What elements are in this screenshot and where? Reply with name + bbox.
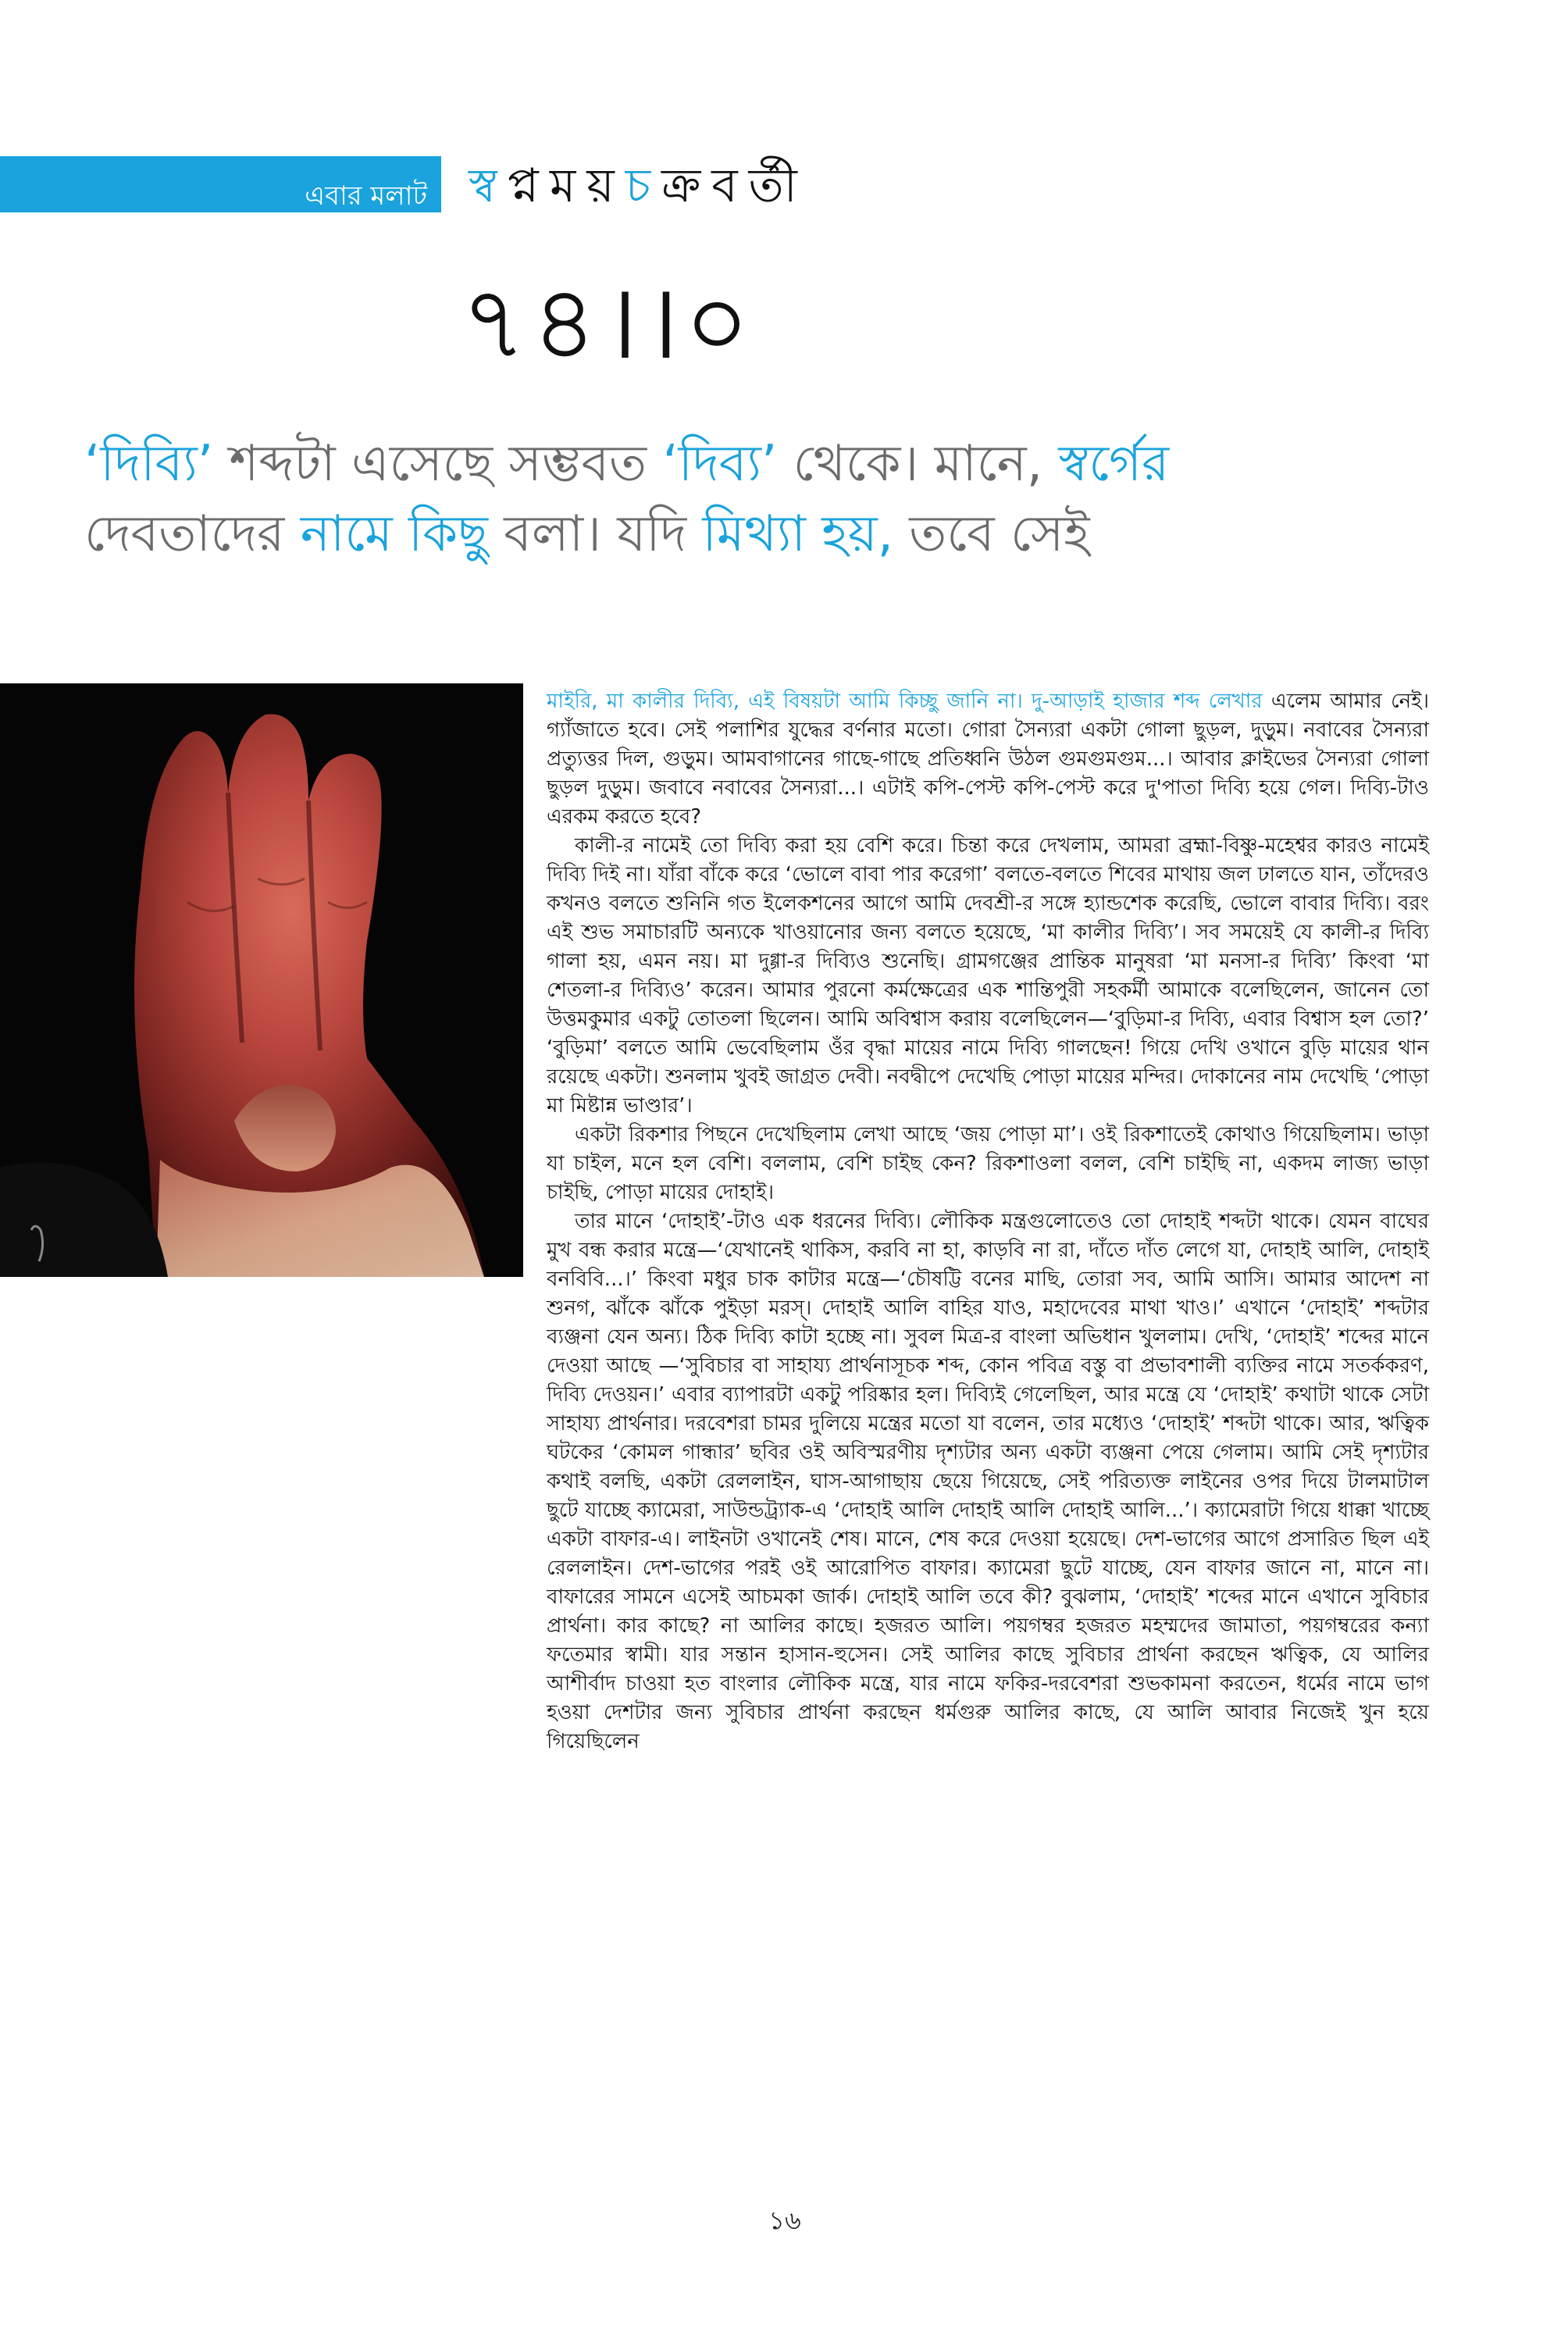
pull-quote-line: [84, 500, 1459, 570]
author-name-part: য়: [586, 159, 625, 213]
pull-quote-highlight: ‘দিব্যি’: [84, 435, 214, 493]
author-name-part: চ: [625, 159, 662, 213]
praying-hands-illustration: [0, 683, 523, 1277]
author-name-part: র্তী: [748, 159, 808, 213]
pull-quote-text: দেবতাদের: [84, 505, 301, 563]
pull-quote-highlight: মিথ্যা হয়,: [702, 505, 893, 563]
pull-quote-highlight: নামে কিছু: [300, 505, 488, 563]
paragraph-text: তার মানে ‘দোহাই’-টাও এক ধরনের দিব্যি। লৌকিক মন্ত্রগুলোতেও তো দোহাই শব্দটা থাকে। যেমন বাঘের মুখ বন্ধ করার মন্ত্রে—‘যেখানেই থাকিস, করবি না হা, কাড়বি না রা, দাঁতে দাঁত লেগে যা, দোহাই আলি, দোহাই বনবিবি...।’ কিংবা মধুর চাক কাটার মন্ত্রে—‘চৌষট্টি বনের মাছি, তোরা সব, আমি আসি। আমার আদেশ না শুনগ, ঝাঁকে ঝাঁকে পুইড়া মরস্। দোহাই আলি বাহির যাও, মহাদেবের মাথা খাও।’ এখানে ‘দোহাই’ শব্দটার ব্যঞ্জনা যেন অন্য। ঠিক দিব্যি কাটা হচ্ছে না। সুবল মিত্র-র বাংলা অভিধান খুললাম। দেখি, ‘দোহাই’ শব্দের মানে দেওয়া আছে —‘সুবিচার বা সাহায্য প্রার্থনাসূচক শব্দ, কোন পবিত্র বস্তু বা প্রভাবশালী ব্যক্তির নামে সতর্ককরণ, দিব্যি দেওয়ন।’ এবার ব্যাপারটা একটু পরিষ্কার হল। দিব্যিই গেলেছিল, আর মন্ত্রে যে ‘দোহাই’ কথাটা থাকে সেটা সাহায্য প্রার্থনার। দরবেশরা চামর দুলিয়ে মন্ত্রের মতো যা বলেন, তার মধ্যেও ‘দোহাই’ শব্দটা থাকে। আর, ঋত্বিক ঘটকের ‘কোমল গান্ধার’ ছবির ওই অবিস্মরণীয় দৃশ্যটার অন্য একটা ব্যঞ্জনা পেয়ে গেলাম। আমি সেই দৃশ্যটার কথাই বলছি, একটা রেললাইন, ঘাস-আগাছায় ছেয়ে গিয়েছে, সেই পরিত্যক্ত লাইনের ওপর দিয়ে টালমাটাল ছুটে যাচ্ছে ক্যামেরা, সাউন্ডট্র্যাক-এ ‘দোহাই আলি দোহাই আলি দোহাই আলি...’। ক্যামেরাটা গিয়ে ধাক্কা খাচ্ছে একটা বাফার-এ। লাইনটা ওখানেই শেষ। মানে, শেষ করে দেওয়া হয়েছে। দেশ-ভাগের আগে প্রসারিত ছিল এই রেললাইন। দেশ-ভাগের পরই ওই আরোপিত বাফার। ক্যামেরা ছুটে যাচ্ছে, যেন বাফার জানে না, মানে না। বাফারের সামনে এসেই আচমকা জার্ক। দোহাই আলি তবে কী? বুঝলাম, ‘দোহাই’ শব্দের মানে এখানে সুবিচার প্রার্থনা। কার কাছে? না আলির কাছে। হজরত আলি। পয়গম্বর হজরত মহম্মদের জামাতা, পয়গম্বরের কন্যা ফতেমার স্বামী। যার সন্তান হাসান-হুসেন। সেই আলির কাছে সুবিচার প্রার্থনা করছেন ঋত্বিক, যে আলির আশীর্বাদ চাওয়া হত বাংলার লৌকিক মন্ত্রে, যার নামে ফকির-দরবেশরা শুভকামনা করতেন, ধর্মের নামে ভাগ হওয়া দেশটার জন্য সুবিচার প্রার্থনা করছেন ধর্মগুরু আলির কাছে, যে আলি আবার নিজেই খুন হয়ে গিয়েছিলেন: [547, 1210, 1429, 1753]
paragraph-text: একটা রিকশার পিছনে দেখেছিলাম লেখা আছে ‘জয় পোড়া মা’। ওই রিকশাতেই কোথাও গিয়েছিলাম। ভাড়া যা চাইল, মনে হল বেশি। বললাম, বেশি চাইছ কেন? রিকশাওলা বলল, বেশি চাইছি না, একদম লাজ্য ভাড়া চাইছি, পোড়া মায়ের দোহাই।: [547, 1123, 1429, 1204]
author-name-part: ম: [550, 159, 587, 213]
author-name: [469, 160, 808, 212]
pull-quote-highlight: ‘দিব্য’: [662, 435, 778, 493]
article-body: [547, 687, 1429, 1756]
praying-hands-photo: [0, 683, 523, 1277]
body-paragraph: [547, 1207, 1429, 1756]
pull-quote-text: শব্দটা এসেছে সম্ভবত: [213, 435, 663, 493]
pull-quote-text: তবে সেই: [893, 505, 1090, 563]
section-banner: [0, 156, 441, 212]
section-label: এবার মলাট: [305, 180, 427, 212]
author-name-part: প্ন: [508, 159, 550, 213]
body-paragraph: [547, 832, 1429, 1121]
author-name-part: ব: [711, 159, 749, 213]
pull-quote-text: থেকে। মানে,: [777, 435, 1059, 493]
paragraph-text: কালী-র নামেই তো দিব্যি করা হয় বেশি করে। চিন্তা করে দেখলাম, আমরা ব্রহ্মা-বিষ্ণু-মহেশ্বর কারও নামেই দিব্যি দিই না। যাঁরা বাঁকে করে ‘ভোলে বাবা পার করেগা’ বলতে-বলতে শিবের মাথায় জল ঢালতে যান, তাঁদেরও কখনও বলতে শুনিনি গত ইলেকশনের আগে আমি দেবশ্রী-র সঙ্গে হ্যান্ডশেক করেছি, ভোলে বাবার দিব্যি। বরং এই শুভ সমাচারটি অন্যকে খাওয়ানোর জন্য বলতে হয়েছে, ‘মা কালীর দিব্যি’। সব সময়েই যে কালী-র দিব্যি গালা হয়, এমন নয়। মা দুগ্গা-র দিব্যিও শুনেছি। গ্রামগঞ্জের প্রান্তিক মানুষরা ‘মা মনসা-র দিব্যি’ কিংবা ‘মা শেতলা-র দিব্যিও’ করেন। আমার পুরনো কর্মক্ষেত্রের এক শান্তিপুরী সহকর্মী আমাকে বলেছিলেন, জানেন তো উত্তমকুমার একটু তোতলা ছিলেন। আমি অবিশ্বাস করায় বলেছিলেন—‘বুড়িমা-র দিব্যি, এবার বিশ্বাস হল তো?’ ‘বুড়িমা’ বলতে আমি ভেবেছিলাম ওঁর বৃদ্ধা মায়ের নামে দিব্যি গালছেন! গিয়ে দেখি ওখানে বুড়ি মায়ের থান রয়েছে একটা। শুনলাম খুবই জাগ্রত দেবী। নবদ্বীপে দেখেছি পোড়া মায়ের মন্দির। দোকানের নাম দেখেছি ‘পোড়া মা মিষ্টান্ন ভাণ্ডার’।: [547, 834, 1429, 1118]
paragraph-text: এলেম আমার নেই। গ্যাঁজাতে হবে। সেই পলাশির যুদ্ধের বর্ণনার মতো। গোরা সৈন্যরা একটা গোলা ছুড়ল, দুড়ুম। নবাবের সৈন্যরা প্রত্যুত্তর দিল, গুড়ুম। আমবাগানের গাছে-গাছে প্রতিধ্বনি উঠল গুমগুমগুম...। আবার ক্লাইভের সৈন্যরা গোলা ছুড়ল দুড়ুম। জবাবে নবাবের সৈন্যরা...। এটাই কপি-পেস্ট কপি-পেস্ট করে দু'পাতা দিব্যি হয়ে গেল। দিব্যি-টাও এরকম করতে হবে?: [547, 690, 1430, 829]
article-title: ৭৪।।০: [461, 263, 755, 382]
body-paragraph: [547, 1121, 1429, 1207]
pull-quote-text: বলা। যদি: [487, 505, 703, 563]
author-name-part: ক্র: [661, 159, 712, 213]
body-paragraph: [547, 687, 1429, 832]
lead-in-text: মাইরি, মা কালীর দিব্যি, এই বিষয়টা আমি কিচ্ছু জানি না। দু-আড়াই হাজার শব্দ লেখার: [547, 690, 1263, 713]
pull-quote: [84, 430, 1459, 569]
author-name-part: স্ব: [469, 159, 508, 213]
page-number: ১৬: [768, 2206, 801, 2235]
pull-quote-highlight: স্বর্গের: [1058, 435, 1170, 493]
pull-quote-line: [84, 430, 1459, 500]
